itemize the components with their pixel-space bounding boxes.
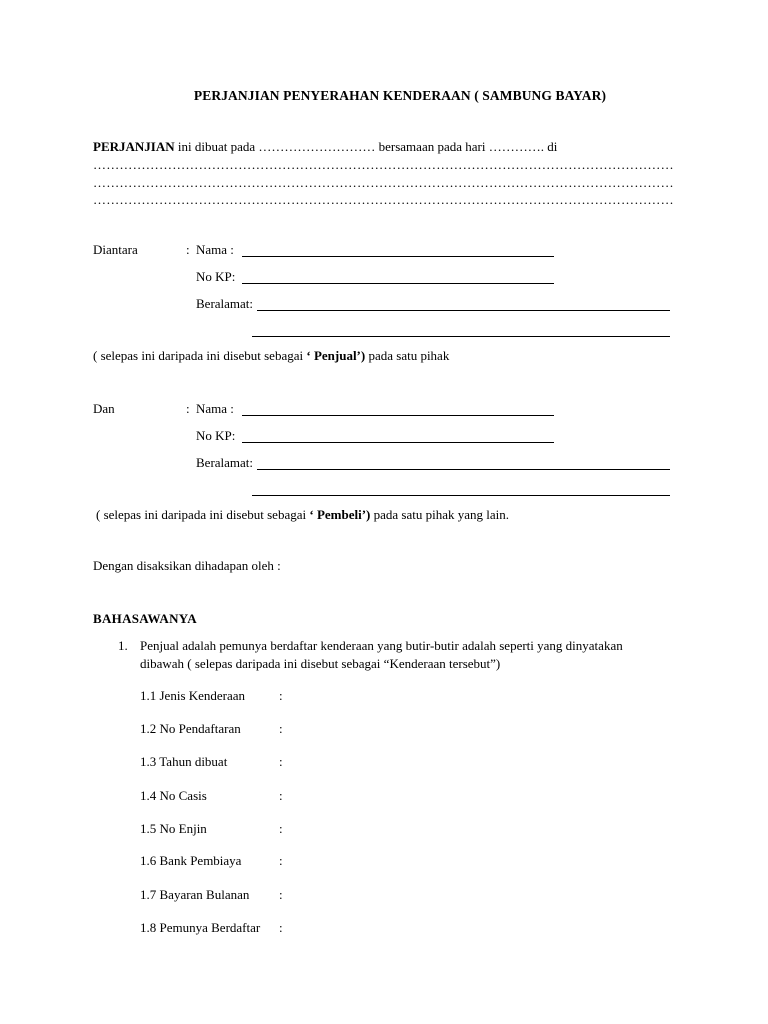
party2-name-label: Nama : [196,401,234,416]
party2-note [96,507,509,523]
party2-note-post: pada satu pihak yang lain. [370,507,510,522]
item-vehicle-type-label: 1.1 Jenis Kenderaan [140,688,246,703]
party2-id-field[interactable] [242,442,554,443]
party1-name-field[interactable] [242,256,554,257]
intro-line [93,139,557,155]
clause1-line-2: dibawah ( selepas daripada ini disebut sebagai “Kenderaan tersebut”) [140,656,501,671]
party2-id-label: No KP: [196,428,236,443]
party2-role: ‘ Pembeli’) [309,507,371,522]
party1-label: Diantara [93,242,138,257]
party1-id-field[interactable] [242,283,554,284]
item-engine-colon: : [279,821,283,836]
party2-address-field-2[interactable] [252,495,670,496]
item-chassis-colon: : [279,788,283,803]
party1-name-label: Nama : [196,242,234,257]
item-registered-owner-label: 1.8 Pemunya Berdaftar [140,920,261,935]
item-chassis-label: 1.4 No Casis [140,788,207,803]
item-year-label: 1.3 Tahun dibuat [140,754,228,769]
intro-lead: PERJANJIAN [93,139,175,154]
item-monthly-payment-colon: : [279,887,283,902]
item-registration-label: 1.2 No Pendaftaran [140,721,241,736]
item-monthly-payment-label: 1.7 Bayaran Bulanan [140,887,250,902]
item-vehicle-type-colon: : [279,688,283,703]
item-registered-owner-colon: : [279,920,283,935]
document-title: PERJANJIAN PENYERAHAN KENDERAAN ( SAMBUNG BAYAR) [193,88,607,103]
party2-label: Dan [93,401,115,416]
section-heading: BAHASAWANYA [93,611,197,626]
intro-dots-line-2[interactable]: …………………………………………………………………………………………………………………… [93,175,674,190]
party2-name-field[interactable] [242,415,554,416]
clause1-line-1: Penjual adalah pemunya berdaftar kenderaan yang butir-butir adalah seperti yang dinyatakan [140,638,623,653]
party1-note-pre: ( selepas ini daripada ini disebut sebagai [93,348,307,363]
item-registration-colon: : [279,721,283,736]
intro-dots-line-3[interactable]: …………………………………………………………………………………………………………………… [93,192,674,207]
party2-address-label: Beralamat: [196,455,254,470]
item-engine-label: 1.5 No Enjin [140,821,207,836]
party1-colon: : [186,242,190,257]
party1-address-label: Beralamat: [196,296,254,311]
party1-role: ‘ Penjual’) [306,348,366,363]
party1-address-field-1[interactable] [257,310,670,311]
clause1-number: 1. [118,638,128,653]
witness-line: Dengan disaksikan dihadapan oleh : [93,558,281,573]
intro-text: ini dibuat pada ……………………… bersamaan pada hari …………. di [174,139,558,154]
intro-dots-line-1[interactable]: …………………………………………………………………………………………………………………… [93,157,674,172]
item-year-colon: : [279,754,283,769]
item-bank-colon: : [279,853,283,868]
party2-address-field-1[interactable] [257,469,670,470]
item-bank-label: 1.6 Bank Pembiaya [140,853,242,868]
party1-address-field-2[interactable] [252,336,670,337]
party1-note [93,348,449,364]
party1-note-post: pada satu pihak [365,348,450,363]
party1-id-label: No KP: [196,269,236,284]
party2-colon: : [186,401,190,416]
party2-note-pre: ( selepas ini daripada ini disebut sebagai [96,507,310,522]
